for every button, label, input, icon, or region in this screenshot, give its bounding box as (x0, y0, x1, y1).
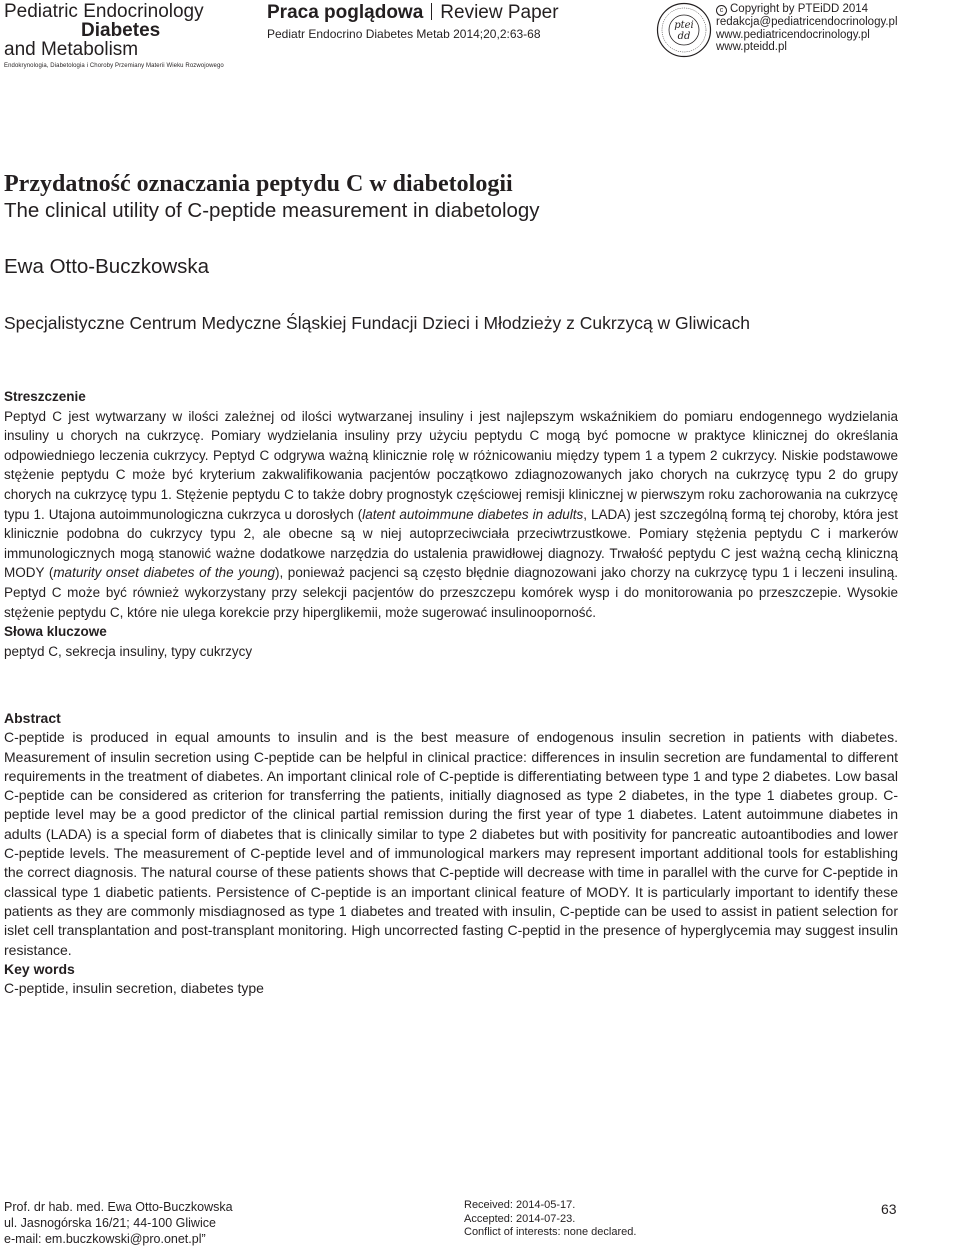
correspondence-block (4, 1199, 233, 1247)
author-affiliation: Specjalistyczne Centrum Medyczne Śląskiej Fundacji Dzieci i Młodzieży z Cukrzycą w Gliwicach (4, 313, 750, 333)
article-title-en: The clinical utility of C-peptide measurement in diabetology (4, 199, 540, 222)
abstract-en-body: C-peptide is produced in equal amounts to insulin and is the best measure of endogenous insulin secretion in patients with diabetes. Measurement of insulin secretion using C-peptide can be helpful in clinical practice: differences in insulin secretion are fundamental to different requirements in the treatment of diabetes. An important clinical role of C-peptide is differentiating between type 1 and type 2 diabetes. Low basal C-peptide can be considered as criterion for transferring the patients, initially diagnosed as type 2 diabetes, in the type 1 diabetes group. C-peptide level may be a good predictor of the clinical partial remission during the first year of type 1 diabetes. Latent autoimmune diabetes in adults (LADA) is a special form of diabetes that is clinically similar to type 2 diabetes but with positivity for pancreatic autoantibodies and lower C-peptide levels. The measurement of C-peptide level and of immunological markers may represent important additional tools for establishing the correct diagnosis. The natural course of these patients shows that C-peptide will decrease with time in parallel with the curve for C-peptide in classical type 1 diabetic patients. Persistence of C-peptide is an important clinical feature of MODY. It is particularly important to identify these patients as they are commonly misdiagnosed as type 1 diabetes and treated with insulin, C-peptide can be used to assist in patient selection for islet cell transplantation and post-transplant monitoring. High uncorrected fasting C-peptid in the presence of hyperglycemia may suggest insulin resistance. (4, 729, 898, 958)
keywords-en-heading: Key words (4, 960, 75, 977)
received-date: Received: 2014-05-17. (464, 1199, 576, 1211)
society-seal-logo (656, 2, 712, 58)
keywords-en: C-peptide, insulin secretion, diabetes type (4, 980, 264, 997)
abstract-en-section (4, 709, 898, 998)
article-dates (464, 1199, 636, 1240)
svg-text:dd: dd (677, 31, 691, 42)
journal-name-line2: Diabetes (81, 20, 161, 41)
keywords-pl: peptyd C, sekrecja insuliny, typy cukrzycy (4, 643, 253, 659)
article-rubric (267, 3, 559, 41)
keywords-pl-heading: Słowa kluczowe (4, 624, 107, 640)
abstract-pl-heading: Streszczenie (4, 389, 86, 404)
society-website-link[interactable]: www.pteidd.pl (716, 41, 787, 54)
accepted-date: Accepted: 2014-07-23. (464, 1212, 576, 1225)
article-author: Ewa Otto-Buczkowska (4, 255, 210, 278)
abstract-pl-section (4, 387, 898, 661)
contact-block (716, 3, 898, 54)
correspondence-name: Prof. dr hab. med. Ewa Otto-Buczkowska (4, 1200, 233, 1214)
journal-name-line1: Pediatric Endocrinology (4, 1, 204, 22)
article-title-pl: Przydatność oznaczania peptydu C w diabetologii (4, 171, 513, 197)
journal-brand (4, 2, 244, 70)
journal-subtitle: Endokrynologia, Diabetologia i Choroby Przemiany Materii Wieku Rozwojowego (4, 63, 224, 69)
contact-email[interactable]: redakcja@pediatricendocrinology.pl (716, 16, 898, 28)
conflict-statement: Conflict of interests: none declared. (464, 1226, 637, 1238)
copyright-icon: c (716, 5, 727, 16)
journal-name-line3: and Metabolism (4, 39, 139, 60)
copyright-line: c Copyright by PTEiDD 2014 (716, 3, 898, 16)
rubric-divider (431, 3, 432, 20)
rubric-title (267, 3, 559, 23)
abstract-pl-body: Peptyd C jest wytwarzany w ilości zależnej od ilości wytwarzanej insuliny i jest najlepszym wskaźnikiem do pomiaru endogennego wydzielania insuliny u chorych na cukrzycę. Pomiary wydzielania insuliny przy użyciu peptydu C mogą być pomocne w praktyce klinicznej do określania odpowiedniego leczenia cukrzycy. Peptyd C odgrywa ważną klinicznie rolę w różnicowaniu między typem 1 a typem 2 cukrzycy. Niskie podstawowe stężenie peptydu C może być kryterium zakwalifikowania pacjentów początkowo zdiagnozowanych jako chorych na cukrzycę typu 2 do grupy chorych na cukrzycę typu 1. Stężenie peptydu C to także dobry prognostyk częściowej remisji klinicznej w pierwszym roku zachorowania na cukrzycę typu 1. Utajona autoimmunologiczna cukrzyca u dorosłych (latent autoimmune diabetes in adults, LADA) jest szczególną formą tej choroby, która jest klinicznie podobna do cukrzycy typu 2, ale obecne są w niej autoprzeciwciała przeciwtrzustkowe. Pomiary stężenia peptydu C i markerów immunologicznych mogą stanowić ważne dodatkowe narzędzia do ustalenia prawidłowej diagnozy. Trwałość peptydu C jest ważną cechą kliniczną MODY (maturity onset diabetes of the young), ponieważ pacjenci są często błędnie diagnozowani jako chorzy na cukrzycę typu 1 i leczeni insuliną. Peptyd C może być również wykorzystany przy selekcji pacjentów do przeszczepu komórek wysp i do monitorowania po przeszczepie. Wysokie stężenie peptydu C, które nie ulega korekcie przy hiperglikemii, może sugerować insulinooporność. (4, 408, 898, 620)
correspondence-address: ul. Jasnogórska 16/21; 44-100 Gliwice (4, 1216, 216, 1230)
abstract-en-heading: Abstract (4, 710, 61, 726)
correspondence-email[interactable]: e-mail: em.buczkowski@pro.onet.pl” (4, 1232, 206, 1246)
svg-text:ptei: ptei (674, 20, 694, 31)
journal-website-link[interactable]: www.pediatricendocrinology.pl (716, 28, 870, 41)
citation: Pediatr Endocrino Diabetes Metab 2014;20,2:63-68 (267, 27, 541, 41)
rubric-en: Review Paper (440, 2, 559, 23)
page-number: 63 (881, 1201, 897, 1217)
rubric-pl: Praca poglądowa (267, 2, 424, 23)
